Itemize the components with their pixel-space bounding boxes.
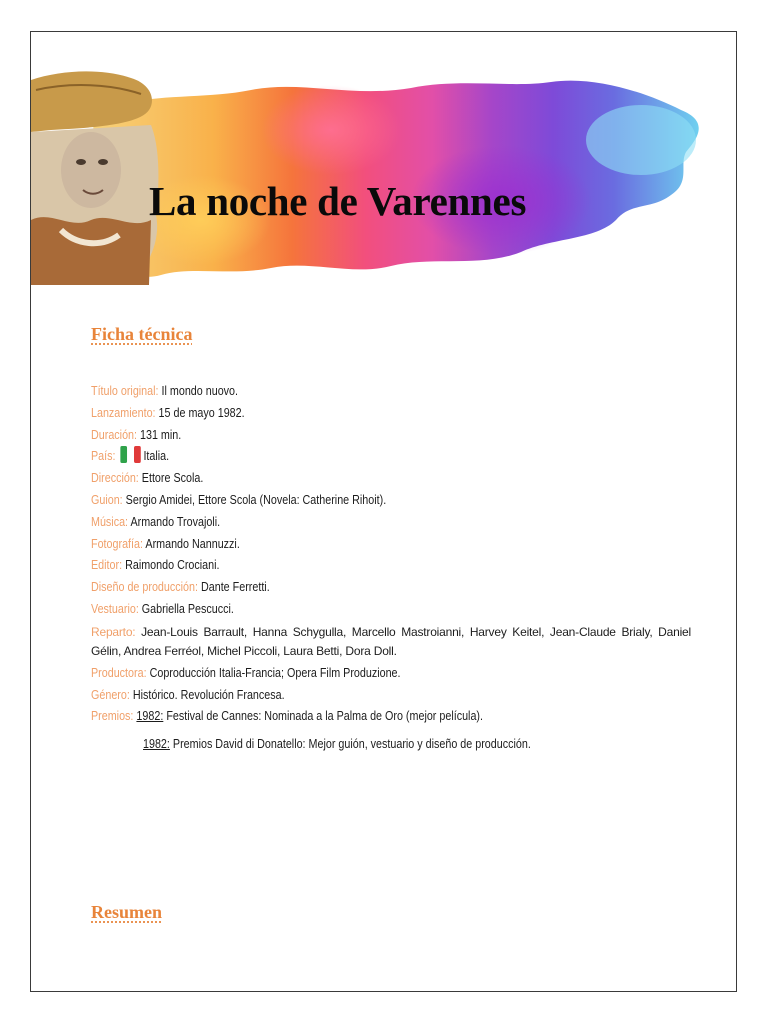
field-duracion (91, 425, 691, 447)
field-label: Reparto: (91, 624, 136, 639)
field-label: Productora: (91, 665, 147, 680)
field-reparto (91, 623, 691, 661)
field-label: Guion: (91, 492, 123, 507)
field-value: Dante Ferretti. (200, 580, 270, 595)
field-value: Jean-Louis Barrault, Hanna Schygulla, Marcello Mastroianni, Harvey Keitel, Jean-Claude Brialy, Daniel Gélin, Andrea Ferréol, Michel Piccoli, Laura Betti, Dora Doll. (91, 624, 691, 658)
field-value: Italia. (143, 449, 170, 464)
field-label: Premios: (91, 709, 134, 724)
ficha-tecnica-heading: Ficha técnica (91, 324, 193, 344)
resumen-heading: Resumen (91, 902, 162, 922)
field-value: Armando Trovajoli. (130, 514, 221, 529)
document-page (30, 31, 737, 992)
field-label: Diseño de producción: (91, 580, 198, 595)
field-direccion (91, 468, 691, 490)
field-value: Gabriella Pescucci. (141, 601, 234, 616)
award-year: 1982: (143, 737, 170, 752)
field-fotografia (91, 534, 691, 556)
field-label: Lanzamiento: (91, 405, 156, 420)
award-item (91, 734, 691, 756)
field-value: Ettore Scola. (141, 471, 204, 486)
field-label: Editor: (91, 558, 123, 573)
field-label: Duración: (91, 427, 138, 442)
field-label: Vestuario: (91, 601, 139, 616)
field-value: Histórico. Revolución Francesa. (132, 687, 285, 702)
field-label: Dirección: (91, 471, 139, 486)
header-banner (31, 70, 737, 285)
field-vestuario (91, 599, 691, 621)
field-genero (91, 685, 691, 707)
field-value: Raimondo Crociani. (125, 558, 220, 573)
field-lanzamiento (91, 403, 691, 425)
field-label: País: (91, 449, 116, 464)
field-productora (91, 663, 691, 685)
field-value: Coproducción Italia-Francia; Opera Film Produzione. (149, 665, 401, 680)
field-value: 131 min. (140, 427, 182, 442)
field-value: Armando Nannuzzi. (145, 536, 240, 551)
award-text: Premios David di Donatello: Mejor guión, vestuario y diseño de producción. (172, 737, 531, 752)
portrait-illustration (31, 71, 158, 285)
field-label: Género: (91, 687, 130, 702)
field-titulo-original (91, 381, 691, 403)
field-label: Título original: (91, 384, 159, 398)
field-editor (91, 555, 691, 577)
italy-flag-icon (120, 446, 141, 463)
field-diseno-produccion (91, 577, 691, 599)
award-year: 1982: (136, 709, 164, 724)
technical-sheet (91, 381, 691, 756)
field-premios (91, 706, 691, 728)
field-label: Fotografía: (91, 536, 143, 551)
field-guion (91, 490, 691, 512)
field-label: Música: (91, 514, 129, 529)
field-pais (91, 446, 691, 468)
page-title: La noche de Varennes (149, 178, 527, 224)
field-value: Sergio Amidei, Ettore Scola (Novela: Catherine Rihoit). (125, 492, 387, 507)
field-value: 15 de mayo 1982. (158, 405, 245, 420)
award-text: Festival de Cannes: Nominada a la Palma de Oro (mejor película). (166, 709, 483, 724)
field-musica (91, 512, 691, 534)
field-value: Il mondo nuovo. (161, 384, 239, 398)
